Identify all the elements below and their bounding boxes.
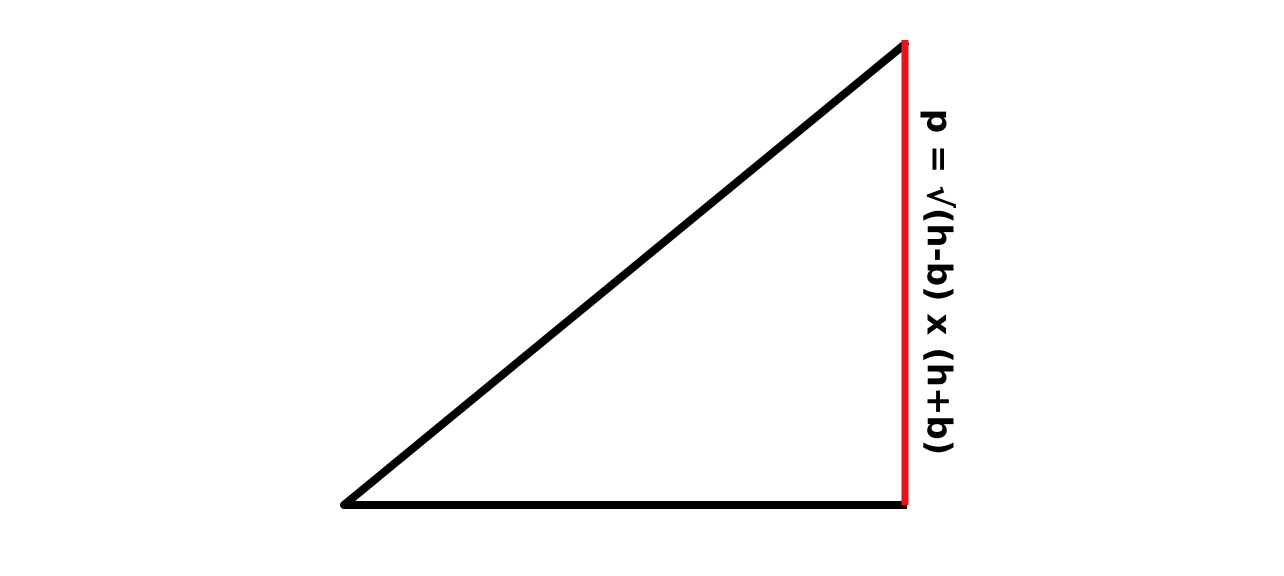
formula-label: p = √(h-b) x (h+b): [918, 108, 959, 456]
hypotenuse-side: [344, 44, 905, 505]
